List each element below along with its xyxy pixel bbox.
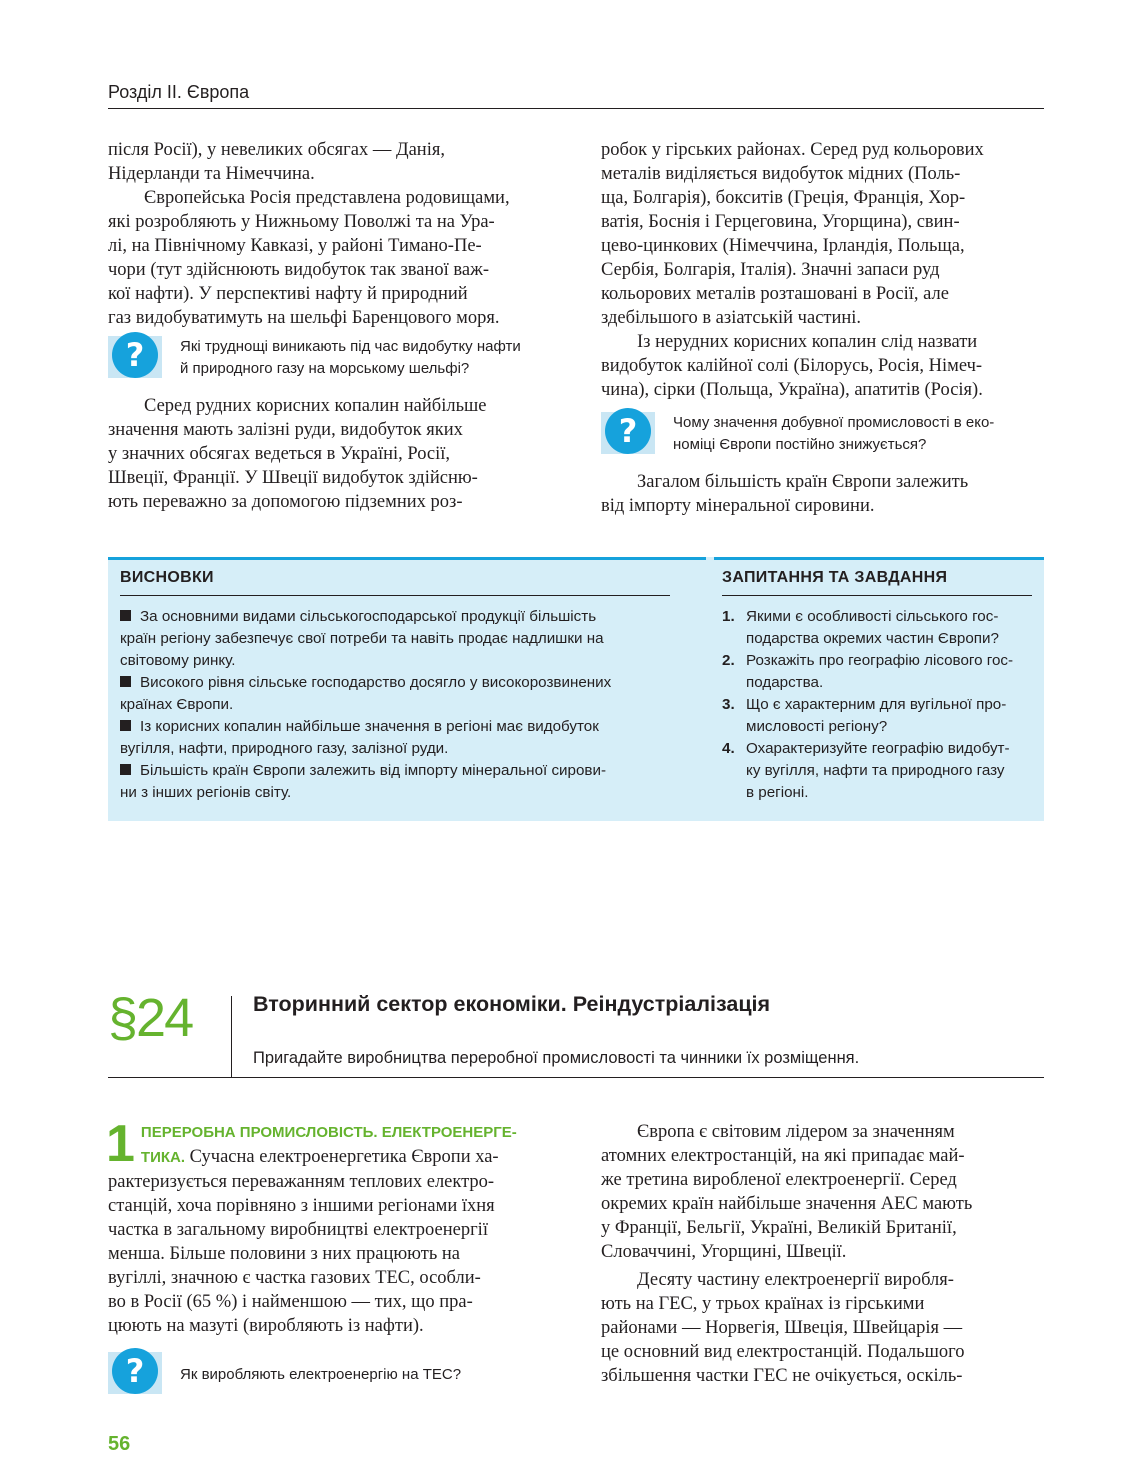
text-line: рактеризується переважанням теплових електро- [108,1172,495,1192]
text-line: ни з інших регіонів світу. [120,784,292,801]
conclusions-list [120,606,670,804]
text-line: вугіллі, значною є частка газових ТЕС, особли- [108,1268,481,1288]
text-line: у Франції, Бельгії, Україні, Великій Британії, [601,1218,957,1238]
text-paragraph [108,394,550,514]
text-line: металів виділяється видобуток мідних (Поль- [601,164,961,184]
page-header [108,80,1044,109]
text-paragraph [601,330,1044,402]
text-line: номіці Європи постійно знижується? [673,436,927,453]
section-heading: ТИКА. [140,1149,186,1166]
text-line: районами — Норвегія, Швеція, Швейцарія — [601,1318,963,1338]
question-item [722,606,1032,650]
text-paragraph [601,1268,1044,1388]
question-mark-icon: ? [112,332,158,378]
conclusion-item [120,672,670,716]
paragraph-subtitle: Пригадайте виробництва переробної промисловості та чинники їх розміщення. [253,1049,860,1067]
text-line: Нідерланди та Німеччина. [108,164,315,184]
text-line: Високого рівня сільське господарство досягло у високорозвинених [140,674,612,691]
text-line: це основний вид електростанцій. Подальшого [601,1342,965,1362]
text-line: робок у гірських районах. Серед руд кольорових [601,140,984,160]
right-column-2 [601,1120,1044,1388]
question-item [722,738,1032,804]
text-line: ють на ГЕС, у трьох країнах із гірськими [601,1294,925,1314]
text-line: Сербія, Болгарія, Італія). Значні запаси руд [601,260,940,280]
text-line: збільшення частки ГЕС не очікується, оскіль- [601,1366,963,1386]
right-column [601,138,1044,518]
questions-list [722,606,1032,804]
text-line: видобуток калійної солі (Білорусь, Росія, Німеч- [601,356,983,376]
section-title: Розділ ІІ. Європа [108,82,250,102]
bullet-square-icon [120,720,131,731]
divider [108,557,706,560]
text-line: Що є характерним для вугільної про- [746,696,1007,713]
conclusions-heading: ВИСНОВКИ [120,567,670,596]
text-line: же третина виробленої електроенергії. Серед [601,1170,957,1190]
text-line: подарства. [746,674,824,691]
text-line: світовому ринку. [120,652,236,669]
left-column-2 [106,1115,550,1410]
text-paragraph [601,1120,1044,1264]
question-text: Як виробляють електроенергію на ТЕС? [180,1366,462,1383]
left-column [108,138,550,514]
text-line: після Росії), у невеликих обсягах — Данія, [108,140,445,160]
text-line: Якими є особливості сільського гос- [746,608,999,625]
questions-heading: ЗАПИТАННЯ ТА ЗАВДАННЯ [722,567,1032,596]
page-number: 56 [108,1433,131,1455]
question-block [601,412,1044,460]
text-line: менша. Більше половини з них працюють на [108,1244,461,1264]
text-line: Європа є світовим лідером за значенням [637,1122,955,1142]
text-line: Охарактеризуйте географію видобут- [746,740,1010,757]
text-line: Чому значення добувної промисловості в еко- [673,414,995,431]
text-paragraph [601,138,1044,330]
text-line: здебільшого в азіатській частині. [601,308,862,328]
text-line: ку вугілля, нафти та природного газу [746,762,1005,779]
question-number: 2. [722,652,735,669]
conclusions-section [120,567,670,804]
text-line: Сучасна електроенергетика Європи ха- [185,1147,499,1167]
section-number: 1 [106,1115,135,1173]
text-line: значення мають залізні руди, видобуток яких [108,420,463,440]
divider [231,996,232,1077]
questions-section [722,567,1032,804]
text-line: Словаччині, Угорщині, Швеції. [601,1242,847,1262]
text-line: атомних електростанцій, на які припадає май- [601,1146,965,1166]
text-line: й природного газу на морському шельфі? [180,360,470,377]
question-number: 4. [722,740,735,757]
text-line: Загалом більшість країн Європи залежить [637,472,969,492]
text-line: кої нафти). У перспективі нафту й природний [108,284,468,304]
text-line: кольорових металів розташовані в Росії, але [601,284,949,304]
text-line: Серед рудних корисних копалин найбільше [144,396,487,416]
question-mark-icon: ? [605,408,651,454]
text-line: подарства окремих частин Європи? [746,630,999,647]
text-line: Із нерудних корисних копалин слід назвати [637,332,978,352]
text-line: во в Росії (65 %) і найменшою — тих, що пра- [108,1292,473,1312]
text-line: Більшість країн Європи залежить від імпорту мінеральної сирови- [140,762,607,779]
question-text [673,412,1044,456]
text-paragraph [108,186,550,330]
text-line: у значних обсягах ведеться в Україні, Росії, [108,444,451,464]
text-line: За основними видами сільськогосподарської продукції більшість [140,608,597,625]
text-line: Швеції, Франції. У Швеції видобуток здійсню- [108,468,478,488]
text-line: Які труднощі виникають під час видобутку нафти [180,338,521,355]
conclusion-item [120,760,670,804]
text-line: Із корисних копалин найбільше значення в регіоні має видобуток [140,718,599,735]
bullet-square-icon [120,676,131,687]
text-paragraph [108,138,550,186]
section-heading: ПЕРЕРОБНА ПРОМИСЛОВІСТЬ. ЕЛЕКТРОЕНЕРГЕ- [140,1124,517,1141]
text-line: цюють на мазуті (виробляють із нафти). [108,1316,424,1336]
text-line: ють переважно за допомогою підземних роз- [108,492,463,512]
text-line: окремих країн найбільше значення АЕС мають [601,1194,973,1214]
text-paragraph [106,1115,550,1338]
question-number: 1. [722,608,735,625]
text-line: в регіоні. [746,784,809,801]
bullet-square-icon [120,610,131,621]
text-line: лі, на Північному Кавказі, у районі Тимано-Пе- [108,236,482,256]
question-item [722,650,1032,694]
text-line: цево-цинкових (Німеччина, Ірландія, Польща, [601,236,965,256]
question-mark-icon: ? [112,1348,158,1394]
question-text [180,336,550,380]
text-line: чори (тут здійснюють видобуток так званої важ- [108,260,490,280]
question-block [108,1352,550,1400]
conclusion-item [120,716,670,760]
text-line: країнах Європи. [120,696,234,713]
paragraph-header [108,990,1044,1078]
divider [714,557,1044,560]
text-line: від імпорту мінеральної сировини. [601,496,875,516]
text-line: які розробляють у Нижньому Поволжі та на Ура- [108,212,495,232]
paragraph-title: Вторинний сектор економіки. Реіндустріалізація [253,992,771,1016]
text-line: мисловості регіону? [746,718,888,735]
text-paragraph [601,470,1044,518]
bullet-square-icon [120,764,131,775]
text-line: Європейська Росія представлена родовищами, [144,188,510,208]
question-number: 3. [722,696,735,713]
summary-box [108,557,1044,821]
question-item [722,694,1032,738]
text-line: станцій, хоча порівняно з іншими регіонами їхня [108,1196,495,1216]
text-line: країн регіону забезпечує свої потреби та навіть продає надлишки на [120,630,604,647]
text-line: ща, Болгарія), бокситів (Греція, Франція, Хор- [601,188,966,208]
conclusion-item [120,606,670,672]
text-line: газ видобуватимуть на шельфі Баренцового моря. [108,308,500,328]
text-line: Десяту частину електроенергії виробля- [637,1270,954,1290]
text-line: Розкажіть про географію лісового гос- [746,652,1014,669]
question-block [108,336,550,384]
text-line: вугілля, нафти, природного газу, залізної руди. [120,740,449,757]
text-line: частка в загальному виробництві електроенергії [108,1220,488,1240]
text-line: ватія, Боснія і Герцеговина, Угорщина), свин- [601,212,960,232]
text-line: чина), сірки (Польща, Україна), апатитів (Росія). [601,380,983,400]
paragraph-number: §24 [108,988,193,1048]
